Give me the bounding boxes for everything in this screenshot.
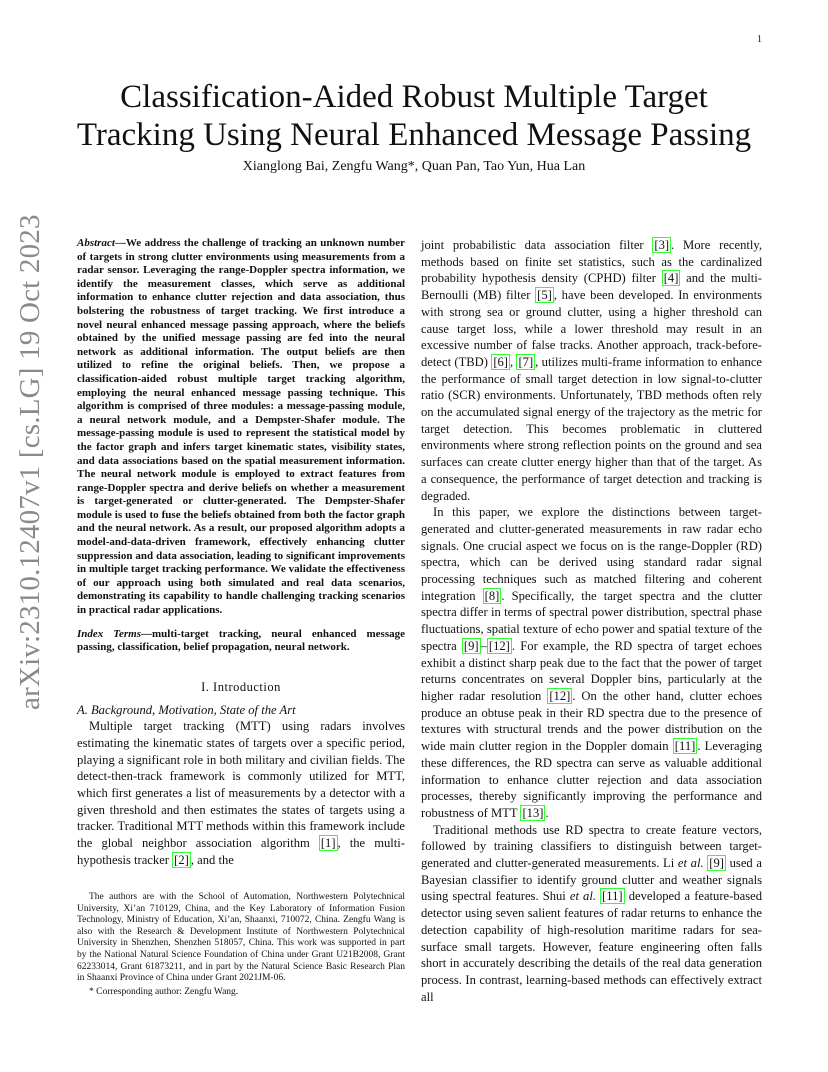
citation-link[interactable]: [13] xyxy=(522,805,544,820)
abstract xyxy=(77,237,405,618)
citation-link[interactable]: [5] xyxy=(537,288,552,303)
intro-paragraph xyxy=(77,718,405,868)
footnote-affiliation: The authors are with the School of Automation, Northwestern Polytechnical University, Xi’an 710129, China, and the Key Laboratory of Information Fusion Technology, Ministry of Education, Xi’an, Shaanxi, 710072, China. Zengfu Wang is also with the Research & Development Institute of Northwestern Polytechnical University in Shenzhen, Shenzhen 518057, China. This work was supported in part by the National Natural Science Foundation of China under Grant U21B2008, Grant 62233014, Grant 61873211, and in part by the Natural Science Basic Research Plan in Shaanxi Province of China under Grant 2021JM-06. xyxy=(77,892,405,984)
paragraph xyxy=(421,504,762,821)
text-run: Traditional methods use RD spectra to create feature vectors, followed by training classifiers to distinguish between target-generated and clutter-generated measurements. Li xyxy=(421,822,762,871)
section-heading: I. Introduction xyxy=(201,679,281,694)
text-run: developed a feature-based detector using seven salient features of radar returns to enhance the detection capability of high-resolution maritime radars for sea-surface small targets. However, feature engineering often falls short in accurately describing the details of the real data generation process. In contrast, learning-based methods can effectively extract all xyxy=(421,889,763,1004)
text-run: . Leveraging these differences, the RD spectra can serve as valuable additional information to enhance clutter rejection and data association processes, thereby significantly improving the performance and robustness of MTT xyxy=(421,739,762,820)
left-column xyxy=(77,237,405,869)
arxiv-identifier: arXiv:2310.12407v1 [cs.LG] 19 Oct 2023 xyxy=(14,214,46,710)
text-run: . Specifically, the target spectra and the clutter spectra differ in terms of spectral power distribution, spectral phase fluctuations, spatial texture of echo power and spatial texture of the spectra xyxy=(421,588,762,653)
citation-link[interactable]: [4] xyxy=(663,271,679,286)
citation-link[interactable]: [3] xyxy=(654,238,670,252)
abstract-text: —We address the challenge of tracking an unknown number of targets in strong clutter environments using measurements from a radar sensor. Leveraging the range-Doppler spectra information, we identify the measurement classes, which serve as additional information to enhance clutter rejection and data association, thus bolstering the robustness of target tracking. We first introduce a novel neural enhanced message passing approach, where the beliefs obtained by the unified message passing are fed into the neural network as additional information. The output beliefs are then utilized to refine the original beliefs. Then, we propose a classification-aided robust multiple target tracking algorithm, employing the neural enhanced message passing technique. This algorithm is comprised of three modules: a message-passing module, a neural network module, and a Dempster-Shafer module. The message-passing module is used to represent the statistical model by the factor graph and infers target kinematic states, visibility states, and data associations based on the spatial measurement information. The neural network module is employed to extract features from range-Doppler spectra and derive beliefs on whether a measurement is target-generated or clutter-generated. The Dempster-Shafer module is used to fuse the beliefs obtained from both the factor graph and the neural network. As a result, our proposed algorithm adopts a model-and-data-driven framework, effectively enhancing clutter suppression and data association, leading to significant improvements in multiple target tracking performance. We validate the effectiveness of our approach using both simulated and real data scenarios, demonstrating its capability to handle challenging tracking scenarios in practical radar applications. xyxy=(77,237,405,617)
paper-title xyxy=(60,78,768,154)
right-column xyxy=(421,237,762,1005)
text-run: . For example, the RD spectra of target echoes exhibit a distinct sharp peak due to the fact that the power of target returns concentrates on several Doppler bins, particularly at the higher radar resolution xyxy=(421,638,762,703)
citation-link[interactable]: [9] xyxy=(463,638,479,653)
text-run: . On the other hand, clutter echoes produce an obtuse peak in their RD spectra due to the presence of textures with structural trends and the power distribution on the wide main clutter region in the Doppler domain xyxy=(421,688,762,754)
text-run: joint probabilistic data association filter xyxy=(421,238,653,252)
text-run: and the multi-Bernoulli (MB) filter xyxy=(421,271,762,303)
text-run: , the multi-hypothesis tracker xyxy=(77,836,405,867)
index-terms-text: —multi-target tracking, neural enhanced message passing, classification, belief propagation, neural network. xyxy=(77,627,405,654)
footnote-corresponding-author: * Corresponding author: Zengfu Wang. xyxy=(89,986,239,997)
page-number: 1 xyxy=(757,34,762,45)
citation-link[interactable]: [6] xyxy=(493,354,508,369)
text-run-italic: et al. xyxy=(677,856,704,871)
citation-link[interactable]: [12] xyxy=(488,638,510,653)
citation-link[interactable]: [11] xyxy=(602,889,623,904)
text-run-italic: et al. xyxy=(569,889,596,904)
subsection-heading: A. Background, Motivation, State of the Art xyxy=(77,702,296,717)
text-run: , xyxy=(510,354,517,369)
paragraph xyxy=(421,822,762,1006)
citation-link[interactable]: [11] xyxy=(674,739,696,754)
title-line-1: Classification-Aided Robust Multiple Target xyxy=(120,79,708,115)
citation-link[interactable]: [2] xyxy=(174,852,189,867)
abstract-lead: Abstract xyxy=(77,237,115,249)
text-run: – xyxy=(480,638,487,653)
text-run: , and the xyxy=(190,852,234,867)
text-run: . xyxy=(545,805,549,820)
text-run: Multiple target tracking (MTT) using radars involves estimating the kinematic states of targets over a specific period, playing a significant role in both military and civilian fields. The detect-then-track framework is commonly utilized for MTT, which first generates a list of measurements by a detector with a given threshold and then estimates the states of targets using a tracker. Traditional MTT methods within this framework include the global neighbor association algorithm xyxy=(77,719,405,851)
citation-link[interactable]: [7] xyxy=(518,354,534,369)
authors: Xianglong Bai, Zengfu Wang*, Quan Pan, Tao Yun, Hua Lan xyxy=(242,159,586,174)
text-run: In this paper, we explore the distinctions between target-generated and clutter-generated measurements in raw radar echo signals. One crucial aspect we focus on is the range-Doppler (RD) spectra, which can be derived using standard radar signal processing techniques such as matched filtering and coherent integration xyxy=(421,505,762,603)
text-run: , have been developed. In environments with strong sea or ground clutter, using a higher threshold can cause target loss, while a lower threshold may result in an excessive number of false tracks. Another approach, track-before-detect (TBD) xyxy=(421,288,762,369)
citation-link[interactable]: [1] xyxy=(320,836,336,851)
index-terms-lead: Index Terms xyxy=(77,627,141,640)
index-terms xyxy=(77,628,405,655)
citation-link[interactable]: [12] xyxy=(549,688,571,703)
paragraph xyxy=(421,237,762,504)
text-run: , utilizes multi-frame information to enhance the performance of small target detection in low signal-to-clutter ratio (SCR) environments. Unfortunately, TBD methods often rely on the accumulated signal energy of the trajectory as the metric for target detection. This becomes problematic in cluttered environments where strong reflection points on the ground and sea surfaces can create clutter energy higher than that of the target. As a consequence, the performance of target detection and tracking is degraded. xyxy=(421,354,763,503)
citation-link[interactable]: [9] xyxy=(709,856,724,871)
text-run: used a Bayesian classifier to identify ground clutter and weather signals using spectral features. Shui xyxy=(421,856,762,904)
footnotes xyxy=(77,892,405,998)
citation-link[interactable]: [8] xyxy=(484,588,500,603)
title-line-2: Tracking Using Neural Enhanced Message Passing xyxy=(76,117,752,153)
text-run: . More recently, methods based on finite set statistics, such as the cardinalized probability hypothesis density (CPHD) filter xyxy=(421,238,763,286)
